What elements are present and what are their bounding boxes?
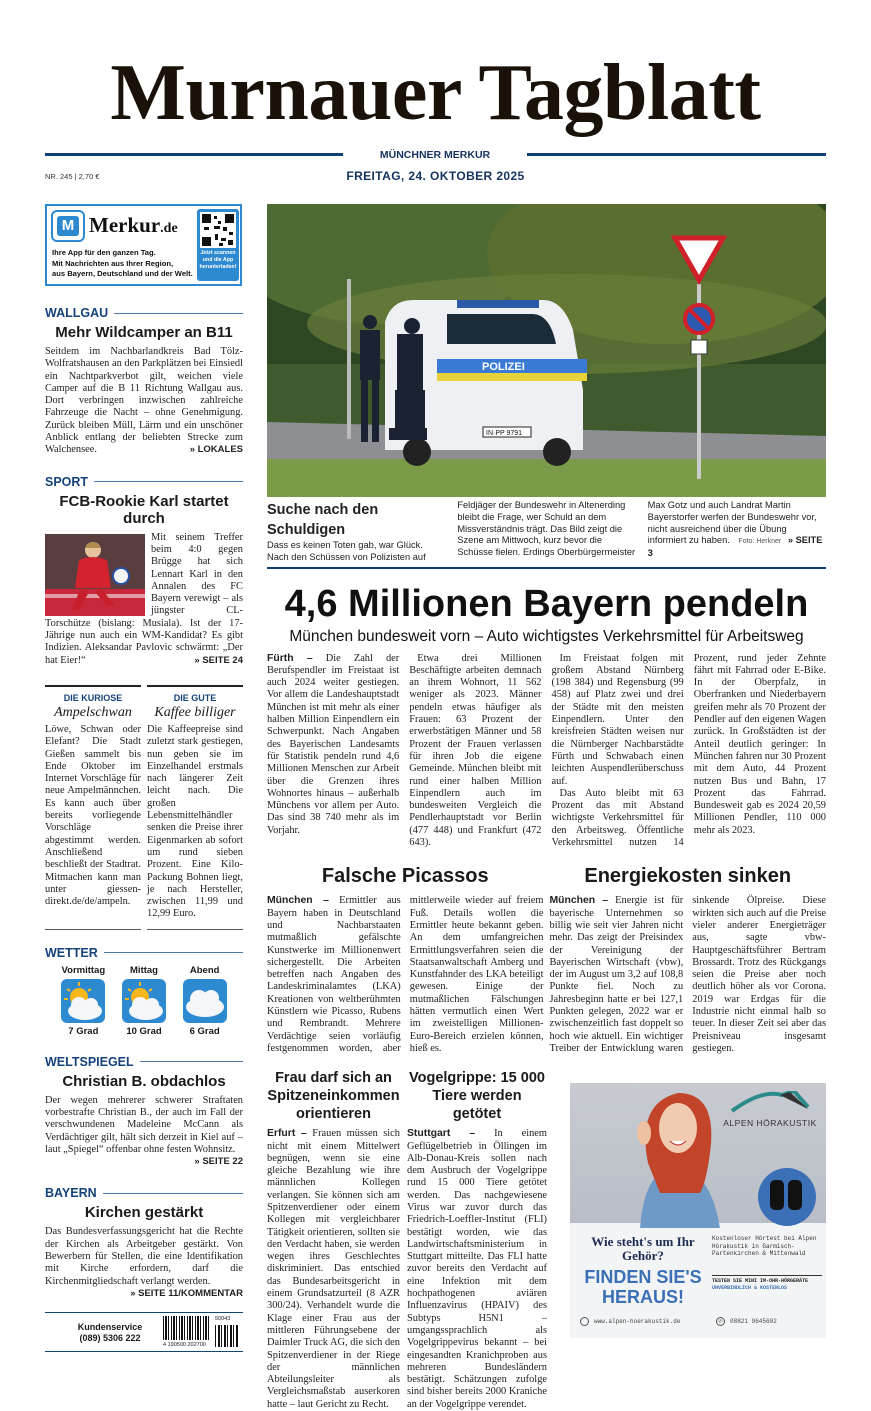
energie-story <box>550 863 827 1055</box>
brief-text: Die Kaffeepreise sind zuletzt stark gestiegen, nun geben sie im Einzelhandel erstmals nach längerer Zeit leicht nach. Die großen Lebensmittelhändler senken die Preise ihrer Eigenmarken ab sofort um rund sieben Prozent. Eine Kilo-Packung Bohnen liegt, je nach Hersteller, zwischen 11,99 und 12,99 Euro. <box>147 723 243 920</box>
weltspiegel-brief <box>45 1055 243 1169</box>
qr-caption: Jetzt scannen und die App herunterladen! <box>199 250 237 270</box>
ad-brand-logo: ALPEN HÖRAKUSTIK <box>720 1091 820 1128</box>
photo-credit: Foto: Herkner <box>738 538 782 546</box>
sun-cloud-icon <box>61 979 105 1023</box>
story-headline: Vogelgrippe: 15 000 Tiere werden getötet <box>409 1070 545 1123</box>
story-body: München – Ermittler aus Bayern haben in Deutschland und Nachbarstaaten mutmaßlich gefälschte Kunstwerke im Millionenwert sichergestellt. Die Arbeiten betreffen nach Angaben des Landeskriminalamtes (LKA) Kreationen von weltberühmten Künstlern wie Picasso, Rubens und Rembrandt. Mehrere Verdächtige seien vorläufig festgenommen worden, aber mittlerweile wieder auf freiem Fuß. Details wollen die Ermittler heute bekannt geben. An dem umfangreichen Ermittlungsverfahren seien die Staatsanwaltschaft Amberg und Kunstfahnder des LKA beteiligt gewesen. Einige der mutmaßlichen Fälschungen hätten vermutlich einen Wert im zweistelligen Millionen-Euro-Bereich erzielen können, hieß es. <box>267 895 544 1054</box>
ad-question: Wie steht's um Ihr Gehör? <box>591 1234 695 1264</box>
brief-headline: Mehr Wildcamper an B11 <box>55 324 233 341</box>
van-lettering: POLIZEI <box>482 361 525 373</box>
ad-website[interactable]: www.alpen-hoerakustik.de <box>580 1317 680 1326</box>
hearing-aid-image <box>758 1168 816 1226</box>
customer-service <box>65 1322 155 1344</box>
merkur-app-ad[interactable] <box>45 204 242 286</box>
mountain-logo-icon <box>730 1091 810 1113</box>
brief-headline: Kirchen gestärkt <box>84 1204 204 1222</box>
qr-code-icon <box>200 212 236 248</box>
wallgau-brief <box>45 306 243 457</box>
story-headline: Energiekosten sinken <box>584 865 792 888</box>
phone-icon: ✆ <box>716 1317 725 1326</box>
section-kicker: WETTER <box>45 946 243 960</box>
masthead-rule-right <box>527 153 826 156</box>
second-row <box>267 863 826 1055</box>
weather-temp: 6 Grad <box>189 1025 220 1037</box>
masthead-title: Murnauer Tagblatt <box>110 49 761 137</box>
globe-icon <box>580 1317 589 1326</box>
section-kicker: BAYERN <box>45 1186 243 1200</box>
barcode <box>163 1316 241 1350</box>
brief-text: Der wegen mehrerer schwerer Straftaten vorbestrafte Christian B., der auch im Fall der verschwundenen Madeleine McCann als Verdächtiger gilt, hält sich derzeit in Kiel auf – laut „Spiegel“ offenbar ohne festen Wohnsitz. » SEITE 22 <box>45 1094 243 1168</box>
ad-phone[interactable]: ✆ 08821 9645602 <box>716 1317 777 1326</box>
customer-service-phone: (089) 5306 222 <box>79 1333 141 1344</box>
lead-body: Fürth – Die Zahl der Berufspendler im Freistaat ist auch 2024 weiter gestiegen. Vor allem die Landeshauptstadt München ist mit mehr als einer halben Million Einpendlern ein Schwerpunkt. Nach Angaben des Bayerischen Landesamts für Statistik pendeln rund 4,6 Millionen Menschen zur Arbeit über die Grenzen ihres Wohnortes hinaus – außerhalb Münchens vor allem per Auto. Das sind 38 740 mehr als im Vorjahr. Etwa drei Millionen Beschäftigte arbeiten demnach an ihrem Wohnort, 11 562 weniger als 2023. Männer pendeln etwas häufiger als Frauen: 63 Prozent der erwerbstätigen Männer und 58 Prozent der Frauen verlassen für ihren Job die eigene Gemeinde. München bleibt mit rund einer halben Million Einpendlern auch im bundesweiten Vergleich die Pendlerhauptstadt vor Berlin (477 448) und Frankfurt (472 643). Im Freistaat folgen mit großem Abstand Nürnberg (198 384) und Regensburg (99 458) auf Platz zwei und drei der Städte mit den meisten Einpendlern. Unter den kreisfreien Städten weisen nur die Nürnberger Nachbarstädte Fürth und Schwabach einen leichten Auspendlerüberschuss auf. Das Auto bleibt mit 63 Prozent das mit Abstand wichtigste Verkehrsmittel für den Arbeitsweg. Öffentliche Verkehrsmittel nutzen 14 Prozent, rund jeder Zehnte fährt mit Fahrrad oder E-Bike. In der Oberpfalz, in Oberfranken und Niederbayern greifen mehr als 70 Prozent der Pendler auf den eigenen Wagen zurück. In Großstädten ist der Anteil deutlich geringer: In München fahren nur 30 Prozent mit dem Auto, 44 Prozent nutzen Bus und Bahn, 17 Prozent das Fahrrad. Bundesweit gab es 2024 20,59 Millionen Pendler, 110 000 mehr als 2023. <box>267 652 826 849</box>
page-reference-link[interactable]: » SEITE 3 <box>647 535 823 559</box>
kuriose-gute-box <box>45 685 243 930</box>
gute-brief <box>147 685 243 930</box>
police-scene-photo <box>267 204 826 497</box>
section-kicker: WALLGAU <box>45 306 243 320</box>
issue-number: NR. 245 <box>45 172 73 181</box>
brief-text: Das Bundesverfassungsgericht hat die Rechte der Kirchen als Arbeitgeber gestärkt. Von Bewerbern für Stellen, die eine Identifikation mit Kirche erfordern, darf die Kirchenmitgliedschaft verlangt werden. » SEITE 11/KOMMENTAR <box>45 1226 243 1299</box>
weather-temp: 7 Grad <box>68 1025 99 1037</box>
picassos-story <box>267 863 544 1055</box>
ad-info: Kostenloser Hörtest bei Alpen Hörakustik in Garmisch-Partenkirchen & Mittenwald <box>712 1235 817 1257</box>
section-kicker: WELTSPIEGEL <box>45 1055 243 1069</box>
story-headline: Frau darf sich an Spitzeneinkommen orientieren <box>267 1070 400 1123</box>
page-reference-link[interactable]: » SEITE 22 <box>194 1156 243 1168</box>
masthead-subtitle: MÜNCHNER MERKUR <box>379 149 491 161</box>
photo-rule <box>267 567 826 569</box>
ad-cta: FINDEN SIE'S HERAUS! <box>584 1267 702 1308</box>
kuriose-brief <box>45 685 141 930</box>
weather-temp: 10 Grad <box>126 1025 162 1037</box>
lead-story <box>267 581 826 850</box>
caption-headline: Suche nach den Schuldigen <box>267 502 379 538</box>
sun-cloud-icon <box>122 979 166 1023</box>
lead-subheadline: München bundesweit vorn – Auto wichtigstes Verkehrsmittel für Arbeitsweg <box>289 627 804 645</box>
customer-service-label: Kundenservice <box>77 1322 143 1333</box>
merkur-ad-text: Ihre App für den ganzen Tag. Mit Nachrichten aus Ihrer Region, aus Bayern, Deutschland und der Welt. <box>52 248 193 278</box>
issue-date: FREITAG, 24. OKTOBER 2025 <box>346 169 525 183</box>
masthead-rule-left <box>45 153 343 156</box>
weather-box <box>45 946 243 1037</box>
page-reference-link[interactable]: » SEITE 11/KOMMENTAR <box>130 1287 243 1299</box>
brief-text: Seitdem im Nachbarlandkreis Bad Tölz-Wolfratshausen an den Parkplätzen bei Einsiedl ein Nachtparkverbot gilt, weichen viele Camper auf die B 11 Richtung Wallgau aus. Dort verbringen inzwischen zahlreiche Fahrzeuge die Nacht – ohne Genehmigung. Zurück bleiben Müll, Lärm und ein unschöner Anblick entlang der beliebten Strecke zum Walchensee. » LOKALES <box>45 346 243 456</box>
cloud-icon <box>183 979 227 1023</box>
weather-label: Vormittag <box>61 964 106 976</box>
ad-test-line: TESTEN SIE MINI IM-OHR-HÖRGERÄTE UNVERBINDLICH & KOSTENLOS <box>712 1275 822 1291</box>
merkur-wordmark: Merkur.de <box>89 213 178 237</box>
issue-price: 2,70 € <box>78 172 100 181</box>
weather-vormittag <box>53 965 114 1037</box>
license-plate: IN·PP 9791 <box>486 430 523 437</box>
third-row <box>267 1069 826 1411</box>
left-column <box>45 306 243 1352</box>
barcode-number: 4 190500 202700 <box>163 1342 206 1349</box>
footer-box <box>45 1312 243 1352</box>
vogelgrippe-story <box>407 1069 547 1411</box>
football-player-photo <box>45 534 145 616</box>
story-body: München – Energie ist für bayerische Unternehmen so billig wie seit vier Jahren nicht mehr. Das zeigt der Preisindex der Vereinigung der Bayerischen Wirtschaft (vbw), der im August um 3,2 auf 108,8 Punkte fiel. Noch zu Jahresbeginn hatte er bei 127,1 Punkten gelegen, 2022 war er zwischenzeitlich fast doppelt so hoch wie aktuell. Ein wichtiger Treiber der Entwicklung waren sinkende Ölpreise. Diese wirkten sich auch auf die Preise vieler anderer Energieträger aus, sagte vbw-Hauptgeschäftsführer Bertram Brossardt. Trotz des Rückgangs seien die Preise aber noch deutlich höher als vor Corona. 2019 war Erdgas für die Industrie nicht einmal halb so teuer. In dieser Zeit sei aber das Preisniveau insgesamt gestiegen. <box>549 895 826 1054</box>
page-reference-link[interactable]: » LOKALES <box>189 444 243 456</box>
bayern-brief <box>45 1186 243 1300</box>
brief-headline: Ampelschwan <box>54 704 132 720</box>
main-column <box>267 500 826 1411</box>
barcode-addon: 50043 <box>215 1316 231 1323</box>
sport-brief <box>45 475 243 667</box>
brief-headline: FCB-Rookie Karl startet durch <box>59 492 229 527</box>
weather-label: Abend <box>189 964 220 976</box>
story-headline: Falsche Picassos <box>321 865 489 888</box>
brief-headline: Kaffee billiger <box>154 704 236 720</box>
merkur-logo-icon: M <box>51 210 85 242</box>
brief-text: Löwe, Schwan oder Elefant? Die Stadt Gießen sammelt bis Ende Oktober im Internet Vorschläge für neue Ampelmännchen. Es kann auch über bereits vorliegende Vorschläge abgestimmt werden. Anschließend beschließt der Stadtrat. Mitmachen kann man unter giessen-direkt.de/de/ampeln. <box>45 723 141 908</box>
caption-text: Dass es keinen Toten gab, war Glück. Nach den Schüssen von Polizisten auf Feldjäger der Bundeswehr in Altenerding bleibt die Frage, wer Schuld an dem Missverständnis trägt. Das Bild zeigt die Szene am Mittwoch, kurz bevor die Schüsse fielen. Erdings Oberbürgermeister Max Gotz und auch Landrat Martin Bayerstorfer werfen der Bundeswehr vor, nicht ausreichend über die Übung informiert zu haben. <box>267 500 817 562</box>
weather-label: Mittag <box>130 964 158 976</box>
lead-headline: 4,6 Millionen Bayern pendeln <box>284 582 809 625</box>
section-kicker: DIE GUTE <box>173 692 217 703</box>
qr-code[interactable] <box>197 209 239 281</box>
section-kicker: DIE KURIOSE <box>63 692 123 703</box>
weather-abend <box>174 965 235 1037</box>
dateline: Fürth – <box>267 652 313 664</box>
story-body: Erfurt – Frauen müssen sich nicht mit einem Mittelwert begnügen, wenn sie eine gleiche Bezahlung wie ihre männlichen Kollegen verlangen. Sie können sich am Spitzenverdiener oder einem Kollegen mit vergleichbarer Tätigkeit orientieren, sollten sie den Verdacht haben, sie werden wegen ihres Geschlechtes diskriminiert. Das entschied das Bundesarbeitsgericht in einem Grundsatzurteil (8 AZR 300/24). Verhandelt wurde die Klage einer Frau aus der mittleren Führungsebene der Daimler Truck AG, die sich den Spitzenverdiener in der Riege der männlichen Abteilungsleiter als Vergleichsmaßstab auserkoren hatte – laut Gericht zu Recht. <box>267 1128 400 1410</box>
issue-info: NR. 245 | 2,70 € <box>45 172 100 181</box>
frau-story <box>267 1069 400 1411</box>
page-reference-link[interactable]: » SEITE 24 <box>194 654 243 666</box>
brief-text: Mit seinem Treffer beim 4:0 gegen Brügge hat sich Lennart Karl in den Annalen des FC Bayern verewigt – als jüngster CL-Torschütze (bislang: Musiala). Ist der 17-Jährige nun auch ein WM-Kandidat? Es gibt Indizien. Aleksandar Pavlovic schwärmt: „Der hat Eier!“ » SEITE 24 <box>45 531 243 666</box>
photo-caption <box>267 500 826 564</box>
brief-headline: Christian B. obdachlos <box>62 1072 226 1090</box>
weather-mittag <box>114 965 175 1037</box>
story-body: Stuttgart – In einem Geflügelbetrieb in Öllingen im Alb-Donau-Kreis sollen nach dem Ausbruch der Vogelgrippe rund 15 000 Tiere getötet werden. Das nachgewiesene Virus war zuvor durch das Friedrich-Loeffler-Institut (FLI) bestätigt worden, wie das Landwirtschaftsministerium in Stuttgart mitteilte. Das FLI hatte zuvor bereits den Verdacht auf eine Infektion mit dem hochpathogenen aviären Influenzavirus (HPAIV) des Subtyps H5N1 – umgangssprachlich als Vogelgrippevirus bekannt – bei eingesandten Kranichproben aus mehreren Bundesländern bestätigt. Schätzungen zufolge sind bisher bereits 2000 Kraniche an der Vogelgrippe verendet. <box>407 1128 547 1410</box>
section-kicker: SPORT <box>45 475 243 489</box>
